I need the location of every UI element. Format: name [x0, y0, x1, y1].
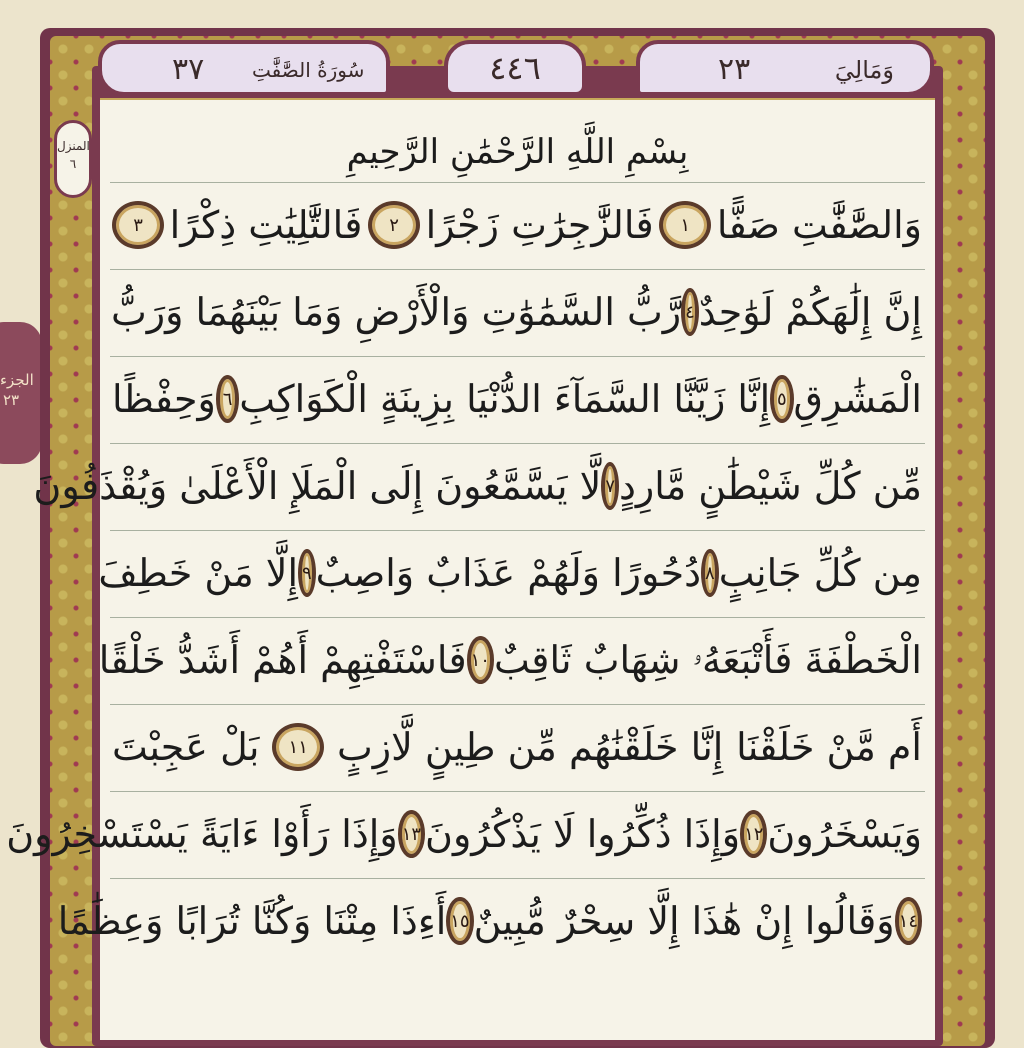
verse-text: الْمَشَٰرِقِ	[793, 377, 922, 421]
verse-line	[112, 712, 922, 782]
ayah-number-marker: ٢	[368, 201, 420, 249]
verse-text: أَم مَّنْ خَلَقْنَا	[736, 725, 922, 769]
ayah-number-marker: ١١	[272, 723, 324, 771]
verse-text: وَحِفْظًا	[112, 377, 216, 421]
verse-line	[98, 625, 922, 695]
verse-line	[57, 886, 922, 956]
verse-text: إِنَّا زَيَّنَّا السَّمَآءَ الدُّنْيَا بِزِينَةٍ الْكَوَاكِبِ	[239, 377, 771, 421]
juz-name: وَمَالِيَ	[834, 56, 894, 84]
surah-name-cartouche	[98, 40, 390, 96]
verse-text: لَّا يَسَّمَّعُونَ إِلَى الْمَلَإِ الْأَعْلَىٰ وَيُقْذَفُونَ	[33, 464, 602, 508]
verse-line	[33, 451, 922, 521]
verse-text: إِنَّا خَلَقْنَٰهُم مِّن طِينٍ لَّازِبٍ	[337, 725, 724, 769]
ayah-number-marker: ٧	[601, 462, 619, 510]
verse-text: إِلَّا مَنْ خَطِفَ	[98, 551, 298, 595]
surah-name: سُورَةُ الصَّٰفَّٰتِ	[252, 58, 365, 82]
juz-cartouche	[636, 40, 934, 96]
ayah-number-marker: ١٣	[398, 810, 425, 858]
verse-text: وَقَالُوا إِنْ هَٰذَا إِلَّا سِحْرٌ مُّبِينٌ	[473, 899, 895, 943]
verse-text: دُحُورًا وَلَهُمْ عَذَابٌ وَاصِبٌ	[315, 551, 702, 595]
verse-text: وَإِذَا رَأَوْا ءَايَةً يَسْتَسْخِرُونَ	[6, 812, 398, 856]
verse-text: فَاسْتَفْتِهِمْ أَهُمْ أَشَدُّ خَلْقًا	[98, 638, 467, 682]
verse-line	[98, 538, 922, 608]
verse-text: بَلْ عَجِبْتَ	[112, 725, 260, 769]
verse-text: أَءِذَا مِتْنَا وَكُنَّا تُرَابًا وَعِظَٰمًا	[57, 899, 447, 943]
juz-number: ٢٣	[718, 52, 751, 87]
verse-text: فَالزَّٰجِرَٰتِ زَجْرًا	[425, 203, 654, 247]
ayah-number-marker: ١٢	[740, 810, 767, 858]
line-rule	[110, 530, 925, 531]
ayah-number-marker: ١٤	[895, 897, 922, 945]
ayah-number-marker: ٨	[701, 549, 719, 597]
verse-text: إِنَّ إِلَٰهَكُمْ لَوَٰحِدٌ	[698, 290, 922, 334]
line-rule	[110, 791, 925, 792]
line-rule	[110, 617, 925, 618]
line-rule	[110, 443, 925, 444]
line-rule	[110, 269, 925, 270]
ayah-number-marker: ٦	[216, 375, 239, 423]
juz-tab-number: ٢٣	[2, 391, 20, 409]
ayah-number-marker: ١٥	[446, 897, 473, 945]
ayah-number-marker: ٥	[770, 375, 793, 423]
line-rule	[110, 356, 925, 357]
verse-text: وَالصَّٰفَّٰتِ صَفًّا	[716, 203, 922, 247]
ayah-number-marker: ٣	[112, 201, 164, 249]
ayah-number-marker: ١٠	[467, 636, 494, 684]
ayah-number-marker: ٤	[681, 288, 699, 336]
bismillah: بِسْمِ اللَّهِ الرَّحْمَٰنِ الرَّحِيمِ	[346, 132, 689, 172]
manzil-number: ٦	[69, 157, 77, 171]
juz-tab-label: الجزء	[0, 371, 34, 389]
manzil-marker	[54, 120, 92, 198]
manzil-label: المنزل	[57, 139, 90, 153]
verse-text: الْخَطْفَةَ فَأَتْبَعَهُۥ شِهَابٌ ثَاقِبٌ	[493, 637, 922, 682]
verse-line	[6, 799, 922, 869]
verse-text: رَّبُّ السَّمَٰوَٰتِ وَالْأَرْضِ وَمَا بَيْنَهُمَا وَرَبُّ	[110, 290, 682, 334]
juz-tab	[0, 322, 42, 464]
surah-number: ٣٧	[172, 52, 205, 87]
ayah-number-marker: ١	[659, 201, 711, 249]
page-number-cartouche	[444, 40, 586, 96]
verse-text: وَإِذَا ذُكِّرُوا لَا يَذْكُرُونَ	[425, 812, 741, 856]
line-rule	[110, 182, 925, 183]
line-rule	[110, 878, 925, 879]
ayah-number-marker: ٩	[298, 549, 316, 597]
verse-text: فَالتَّٰلِيَٰتِ ذِكْرًا	[169, 203, 363, 247]
page-number: ٤٤٦	[489, 49, 541, 87]
verse-text: وَيَسْخَرُونَ	[767, 812, 922, 856]
verse-line	[112, 190, 922, 260]
verse-text: مِّن كُلِّ شَيْطَٰنٍ مَّارِدٍ	[619, 464, 922, 508]
verse-line	[112, 277, 922, 347]
line-rule	[110, 704, 925, 705]
verse-text: مِن كُلِّ جَانِبٍ	[718, 551, 922, 595]
verse-line	[112, 364, 922, 434]
